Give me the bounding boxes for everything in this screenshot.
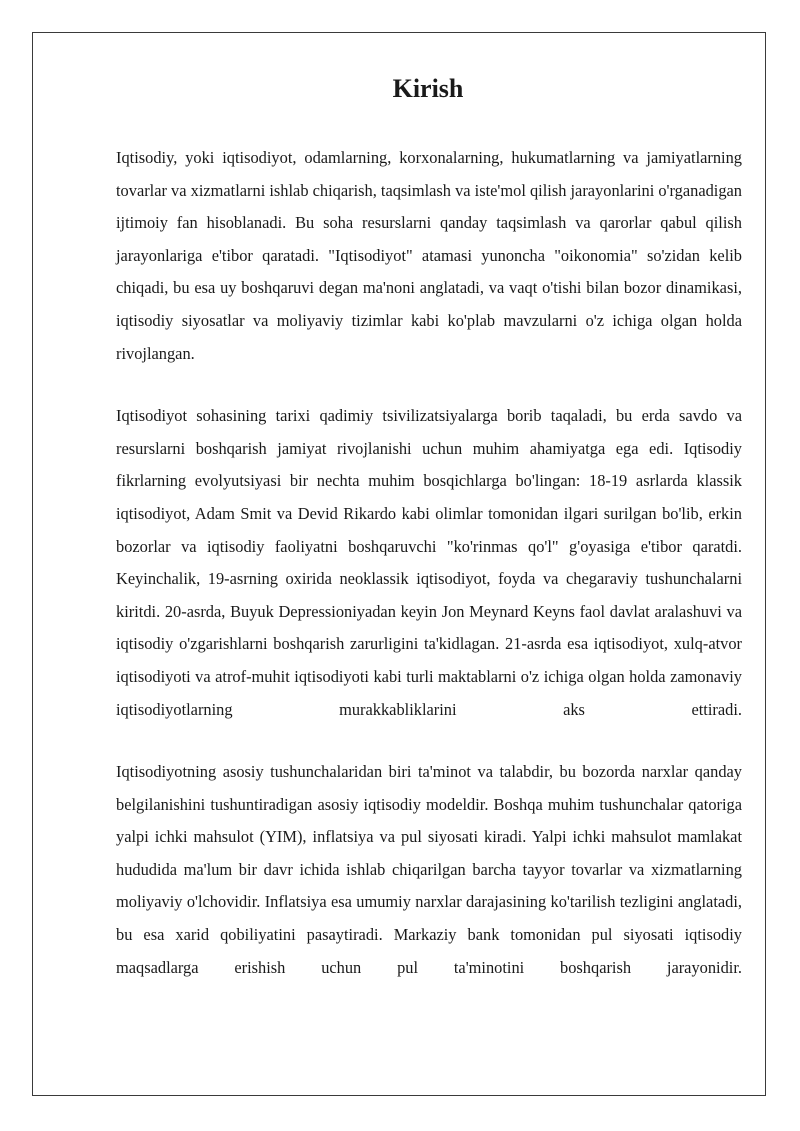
paragraph-history: Iqtisodiyot sohasining tarixi qadimiy tsivilizatsiyalarga borib taqaladi, bu erda savdo va resurslarni boshqarish jamiyat rivojlanishi uchun muhim ahamiyatga ega edi. Iqtisodiy fikrlarning evolyutsiyasi bir nechta muhim bosqichlarga bo'lingan: 18-19 asrlarda klassik iqtisodiyot, Adam Smit va Devid Rikardo kabi olimlar tomonidan ilgari surilgan bo'lib, erkin bozorlar va iqtisodiy faoliyatni boshqaruvchi "ko'rinmas qo'l" g'oyasiga e'tibor qaratdi. Keyinchalik, 19-asrning oxirida neoklassik iqtisodiyot, foyda va chegaraviy tushunchalarni kiritdi. 20-asrda, Buyuk Depressioniyadan keyin Jon Meynard Keyns faol davlat aralashuvi va iqtisodiy o'zgarishlarni boshqarish zarurligini ta'kidlagan. 21-asrda esa iqtisodiyot, xulq-atvor iqtisodiyoti va atrof-muhit iqtisodiyoti kabi turli maktablarni o'z ichiga olgan holda zamonaviy iqtisodiyotlarning murakkabliklarini aks ettiradi.: [116, 406, 742, 719]
document-title: Kirish: [392, 74, 464, 103]
paragraph-intro: Iqtisodiy, yoki iqtisodiyot, odamlarning, korxonalarning, hukumatlarning va jamiyatlarning tovarlar va xizmatlarni ishlab chiqarish, taqsimlash va iste'mol qilish jarayonlarini o'rganadigan ijtimoiy fan hisoblanadi. Bu soha resurslarni qanday taqsimlash va qarorlar qabul qilish jarayonlariga e'tibor qaratadi. "Iqtisodiyot" atamasi yunoncha "oikonomia" so'zidan kelib chiqadi, bu esa uy boshqaruvi degan ma'noni anglatadi, va vaqt o'tishi bilan bozor dinamikasi, iqtisodiy siyosatlar va moliyaviy tizimlar kabi ko'plab mavzularni o'z ichiga olgan holda rivojlangan.: [116, 148, 743, 363]
document-body: [116, 142, 742, 984]
paragraph-concepts: Iqtisodiyotning asosiy tushunchalaridan biri ta'minot va talabdir, bu bozorda narxlar qanday belgilanishini tushuntiradigan asosiy iqtisodiy modeldir. Boshqa muhim tushunchalar qatoriga yalpi ichki mahsulot (YIM), inflatsiya va pul siyosati kiradi. Yalpi ichki mahsulot mamlakat hududida ma'lum bir davr ichida ishlab chiqarilgan barcha tayyor tovarlar va xizmatlarning moliyaviy o'lchovidir. Inflatsiya esa umumiy narxlar darajasining ko'tarilish tezligini anglatadi, bu esa xarid qobiliyatini pasaytiradi. Markaziy bank tomonidan pul siyosati iqtisodiy maqsadlarga erishish uchun pul ta'minotini boshqarish jarayonidir.: [116, 762, 742, 977]
